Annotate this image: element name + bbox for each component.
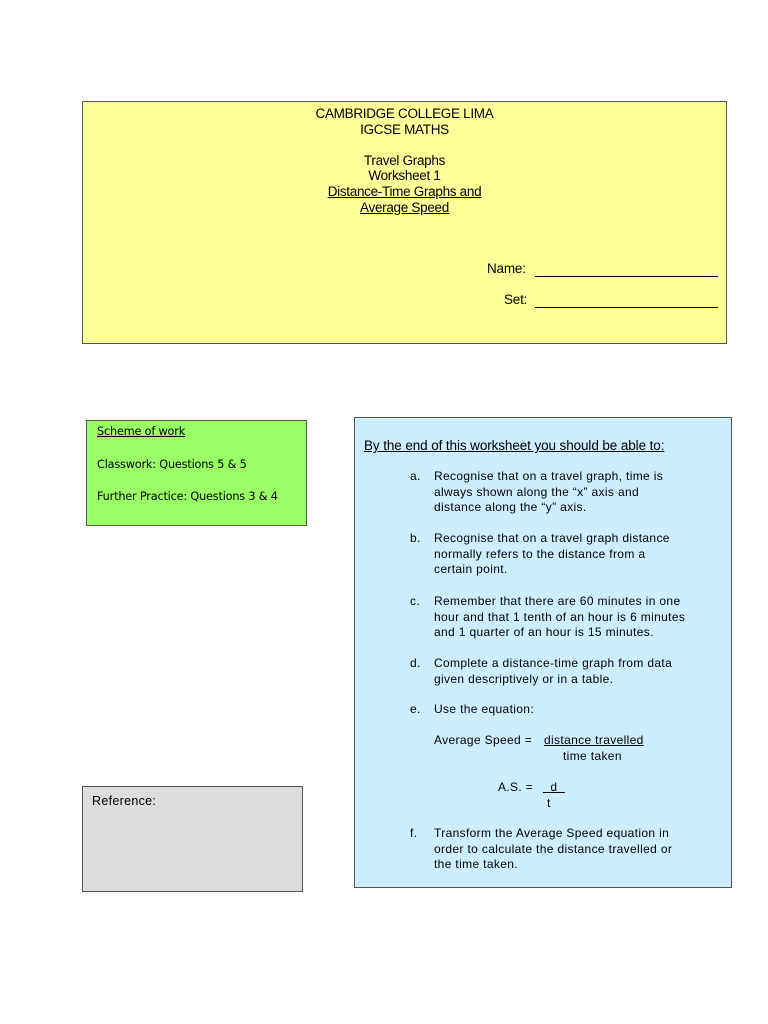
objective-text: Complete a distance-time graph from data given descriptively or in a table. [434,656,673,686]
short-equation-lhs: A.S. = [498,780,534,794]
equation-numerator: distance travelled [544,733,644,747]
set-label: Set: [504,292,528,307]
equation-denominator: time taken [563,749,622,763]
topic-title: Travel Graphs [363,152,446,168]
objective-letter: d. [410,656,421,670]
scheme-title: Scheme of work [97,425,186,438]
objective-text: Recognise that on a travel graph, time is always shown along the “x” axis and distance along the “y” axis. [434,469,664,515]
name-label: Name: [487,261,526,276]
objectives-title: By the end of this worksheet you should be able to: [364,438,665,453]
worksheet-number: Worksheet 1 [368,168,441,184]
reference-label: Reference: [92,794,157,808]
objective-letter: b. [410,531,421,545]
objective-letter: c. [410,594,421,608]
objective-letter: a. [410,469,421,483]
short-equation-denominator: t [547,796,551,810]
objective-text: Recognise that on a travel graph distance normally refers to the distance from a certain point. [434,531,670,577]
objectives-box [354,417,732,888]
name-line[interactable] [535,276,718,277]
header-box [82,101,727,344]
subtitle-line-2: Average Speed [360,199,449,215]
set-line[interactable] [535,307,718,308]
course-name: IGCSE MATHS [360,121,449,137]
objective-text: Use the equation: [434,702,535,716]
further-practice-line: Further Practice: Questions 3 & 4 [97,490,278,503]
short-equation-numerator [543,780,565,794]
subtitle-line-1: Distance-Time Graphs and [327,183,482,199]
scheme-of-work-box [86,420,307,526]
reference-box [82,786,303,892]
objective-letter: e. [410,702,421,716]
school-name: CAMBRIDGE COLLEGE LIMA [315,106,494,121]
equation-lhs: Average Speed = [434,733,533,747]
short-numerator-value: d [550,780,558,794]
objective-letter: f. [410,826,418,840]
header-title-block [83,106,726,215]
objective-text: Remember that there are 60 minutes in one hour and that 1 tenth of an hour is 6 minutes and 1 quarter of an hour is 15 minutes. [434,594,686,640]
objective-text: Transform the Average Speed equation in order to calculate the distance travelled or the time taken. [434,826,673,872]
classwork-line: Classwork: Questions 5 & 5 [97,458,247,471]
